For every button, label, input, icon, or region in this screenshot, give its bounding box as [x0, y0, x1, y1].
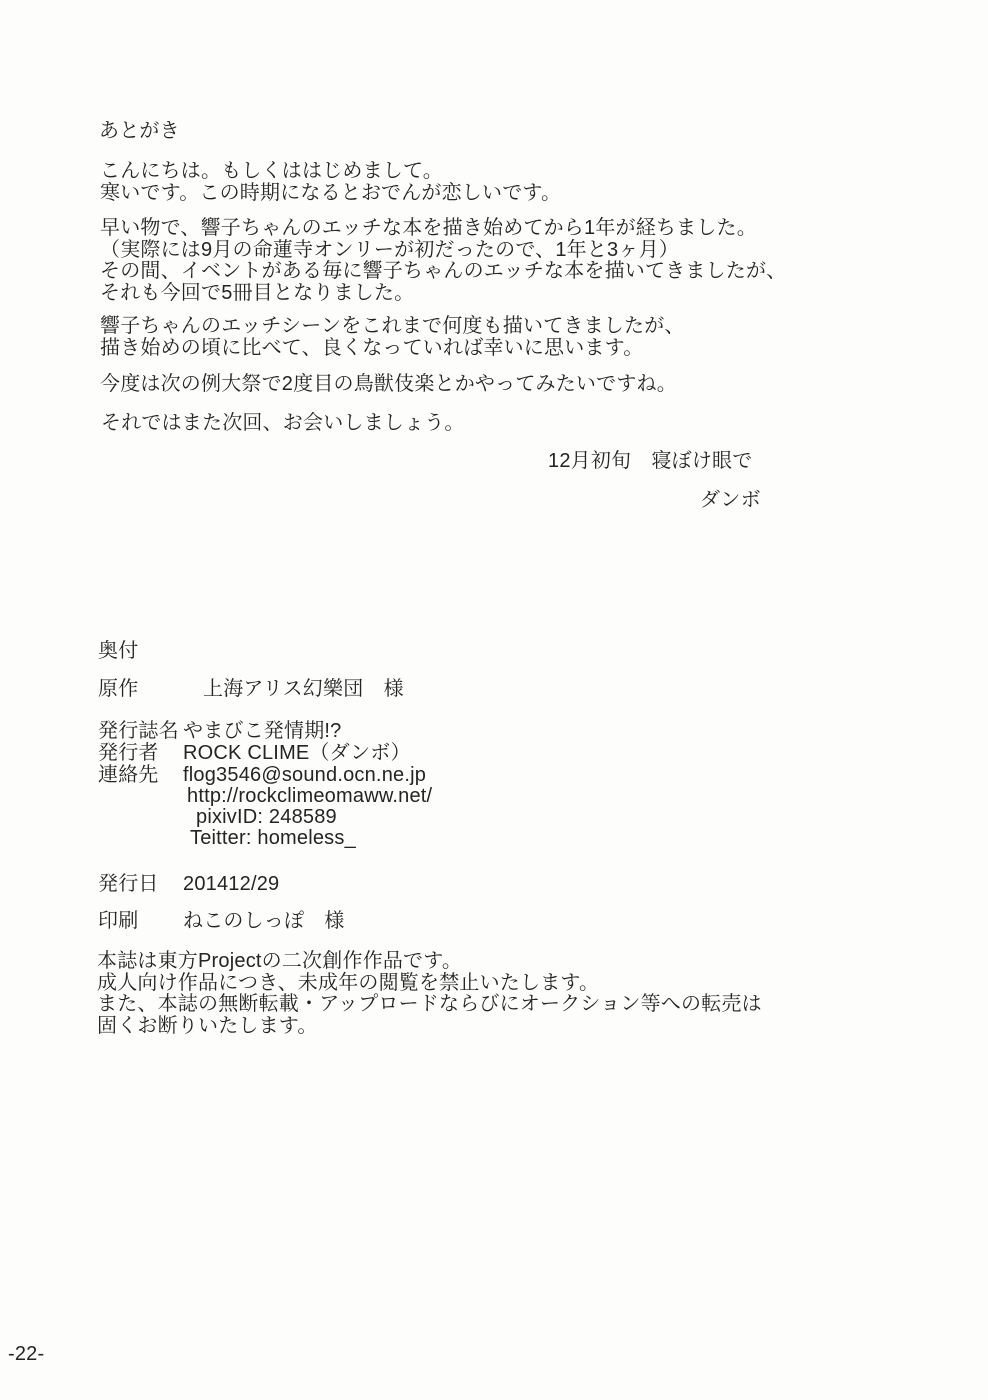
afterword-line: こんにちは。もしくははじめまして。 [100, 160, 443, 182]
afterword-paragraph-1 [100, 161, 561, 204]
colophon-label-title: 発行誌名 [98, 720, 179, 742]
colophon-label-contact: 連絡先 [98, 764, 159, 786]
colophon-contact-url: http://rockclimeomaww.net/ [187, 785, 433, 807]
afterword-line: 響子ちゃんのエッチシーンをこれまで何度も描いてきましたが、 [100, 315, 685, 337]
afterword-signature: ダンボ [700, 489, 761, 511]
page-number: -22- [8, 1343, 45, 1365]
colophon-value-printer: ねこのしっぽ 様 [183, 910, 345, 932]
afterword-line: 早い物で、響子ちゃんのエッチな本を描き始めてから1年が経ちました。 [100, 217, 757, 239]
disclaimer-line: 成人向け作品につき、未成年の閲覧を禁止いたします。 [97, 971, 600, 994]
colophon-contact-twitter: Teitter: homeless_ [190, 827, 356, 849]
disclaimer-line: 固くお断りいたします。 [97, 1014, 318, 1037]
afterword-line: 寒いです。この時期になるとおでんが恋しいです。 [100, 181, 562, 204]
afterword-paragraph-2 [100, 218, 786, 304]
afterword-line: それも今回で5冊目となりました。 [100, 281, 415, 304]
disclaimer-line: 本誌は東方Projectの二次創作作品です。 [97, 950, 463, 972]
colophon-label-printer: 印刷 [98, 910, 139, 932]
afterword-line: その間、イベントがある毎に響子ちゃんのエッチな本を描いてきましたが、 [100, 260, 787, 282]
colophon-label-publisher: 発行者 [98, 742, 159, 764]
afterword-line: 描き始めの頃に比べて、良くなっていれば幸いに思います。 [100, 336, 644, 359]
afterword-date: 12月初旬 寝ぼけ眼で [548, 450, 753, 472]
disclaimer [97, 951, 762, 1037]
afterword-paragraph-3 [100, 316, 685, 359]
afterword-heading: あとがき [99, 120, 180, 142]
colophon-value-publisher: ROCK CLIME（ダンボ） [183, 742, 411, 764]
colophon-heading: 奥付 [98, 640, 139, 662]
colophon-value-original: 上海アリス幻樂団 様 [203, 678, 404, 700]
colophon-label-original: 原作 [98, 678, 139, 700]
afterword-paragraph-5: それではまた次回、お会いしましょう。 [101, 412, 465, 434]
colophon-label-issue-date: 発行日 [98, 873, 159, 895]
colophon-value-contact-email: flog3546@sound.ocn.ne.jp [183, 764, 427, 786]
afterword-line: （実際には9月の命蓮寺オンリーが初だったので、1年と3ヶ月） [100, 238, 679, 261]
colophon-contact-pixiv-id: pixivID: 248589 [196, 806, 337, 828]
colophon-value-issue-date: 201412/29 [183, 873, 280, 895]
disclaimer-line: また、本誌の無断転載・アップロードならびにオークション等への転売は [97, 993, 762, 1015]
colophon-value-title: やまびこ発情期!? [183, 720, 342, 742]
afterword-paragraph-4: 今度は次の例大祭で2度目の鳥獣伎楽とかやってみたいですね。 [100, 373, 677, 395]
